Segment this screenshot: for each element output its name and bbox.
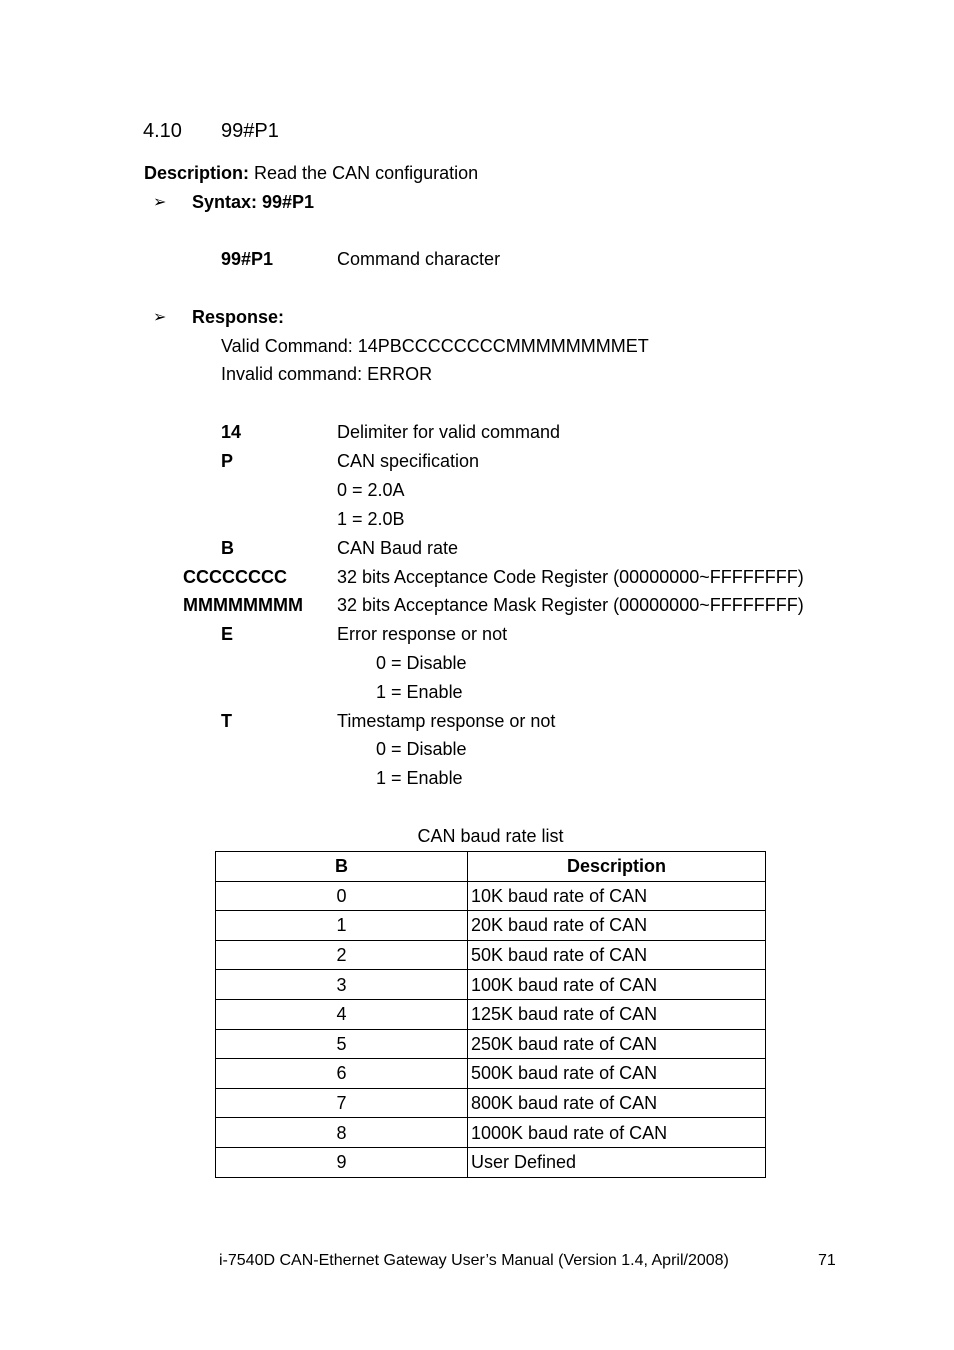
table-cell-description: 100K baud rate of CAN [468,970,766,1000]
table-cell-description: 1000K baud rate of CAN [468,1118,766,1148]
table-cell-description: 250K baud rate of CAN [468,1029,766,1059]
table-cell-description: 50K baud rate of CAN [468,940,766,970]
field-e-option-1: 1 = Enable [376,682,463,702]
section-title: 99#P1 [221,120,279,142]
table-cell-b: 1 [216,911,468,941]
response-valid: Valid Command: 14PBCCCCCCCCMMMMMMMMET [221,336,649,356]
table-cell-description: 20K baud rate of CAN [468,911,766,941]
response-bullet-icon: ➢ [153,309,167,326]
table-cell-description: 10K baud rate of CAN [468,881,766,911]
table-row [216,999,766,1029]
field-desc-b: CAN Baud rate [337,538,459,558]
table-cell-b: 8 [216,1118,468,1148]
field-p-option-0: 0 = 2.0A [337,480,405,500]
field-desc-p: CAN specification [337,451,480,471]
description-line [144,162,478,184]
response-invalid: Invalid command: ERROR [221,364,433,384]
field-desc-e: Error response or not [337,624,508,644]
field-t-option-0: 0 = Disable [376,739,467,759]
table-header-description: Description [468,852,766,882]
syntax-bullet-icon: ➢ [153,194,167,211]
table-cell-b: 4 [216,999,468,1029]
field-p-option-1: 1 = 2.0B [337,509,405,529]
table-row [216,1059,766,1089]
table-row [216,881,766,911]
footer-page-number: 71 [818,1252,836,1269]
table-row [216,1029,766,1059]
table-cell-b: 6 [216,1059,468,1089]
footer-manual-title: i-7540D CAN-Ethernet Gateway User’s Manual (Version 1.4, April/2008) [219,1252,729,1269]
table-cell-b: 0 [216,881,468,911]
table-row [216,940,766,970]
response-label: Response: [192,307,285,327]
table-header-b: B [216,852,468,882]
table-cell-b: 2 [216,940,468,970]
table-cell-description: User Defined [468,1147,766,1177]
field-code-14: 14 [221,422,242,442]
field-code-p: P [221,451,234,471]
field-code-m: MMMMMMMM [183,595,303,615]
field-code-c: CCCCCCCC [183,567,287,587]
table-cell-b: 5 [216,1029,468,1059]
section-number: 4.10 [143,120,182,142]
description-text: Read the CAN configuration [249,163,479,183]
table-cell-b: 3 [216,970,468,1000]
field-code-t: T [221,711,232,731]
table-row [216,1147,766,1177]
field-t-option-1: 1 = Enable [376,768,463,788]
table-cell-b: 9 [216,1147,468,1177]
field-desc-t: Timestamp response or not [337,711,556,731]
table-row [216,1118,766,1148]
table-row [216,911,766,941]
table-cell-description: 800K baud rate of CAN [468,1088,766,1118]
baud-rate-table [215,851,766,1178]
syntax-field-desc: Command character [337,249,501,269]
table-row [216,970,766,1000]
syntax-field-code: 99#P1 [221,249,274,269]
table-header-row [216,852,766,882]
baud-table-caption: CAN baud rate list [417,826,564,846]
table-cell-b: 7 [216,1088,468,1118]
field-code-b: B [221,538,234,558]
table-cell-description: 500K baud rate of CAN [468,1059,766,1089]
description-label: Description: [144,163,250,183]
field-desc-14: Delimiter for valid command [337,422,561,442]
table-row [216,1088,766,1118]
field-code-e: E [221,624,234,644]
field-desc-m: 32 bits Acceptance Mask Register (00000000~FFFFFFFF) [337,595,804,615]
syntax-label: Syntax: 99#P1 [192,192,315,212]
table-cell-description: 125K baud rate of CAN [468,999,766,1029]
field-desc-c: 32 bits Acceptance Code Register (00000000~FFFFFFFF) [337,567,804,587]
field-e-option-0: 0 = Disable [376,653,467,673]
